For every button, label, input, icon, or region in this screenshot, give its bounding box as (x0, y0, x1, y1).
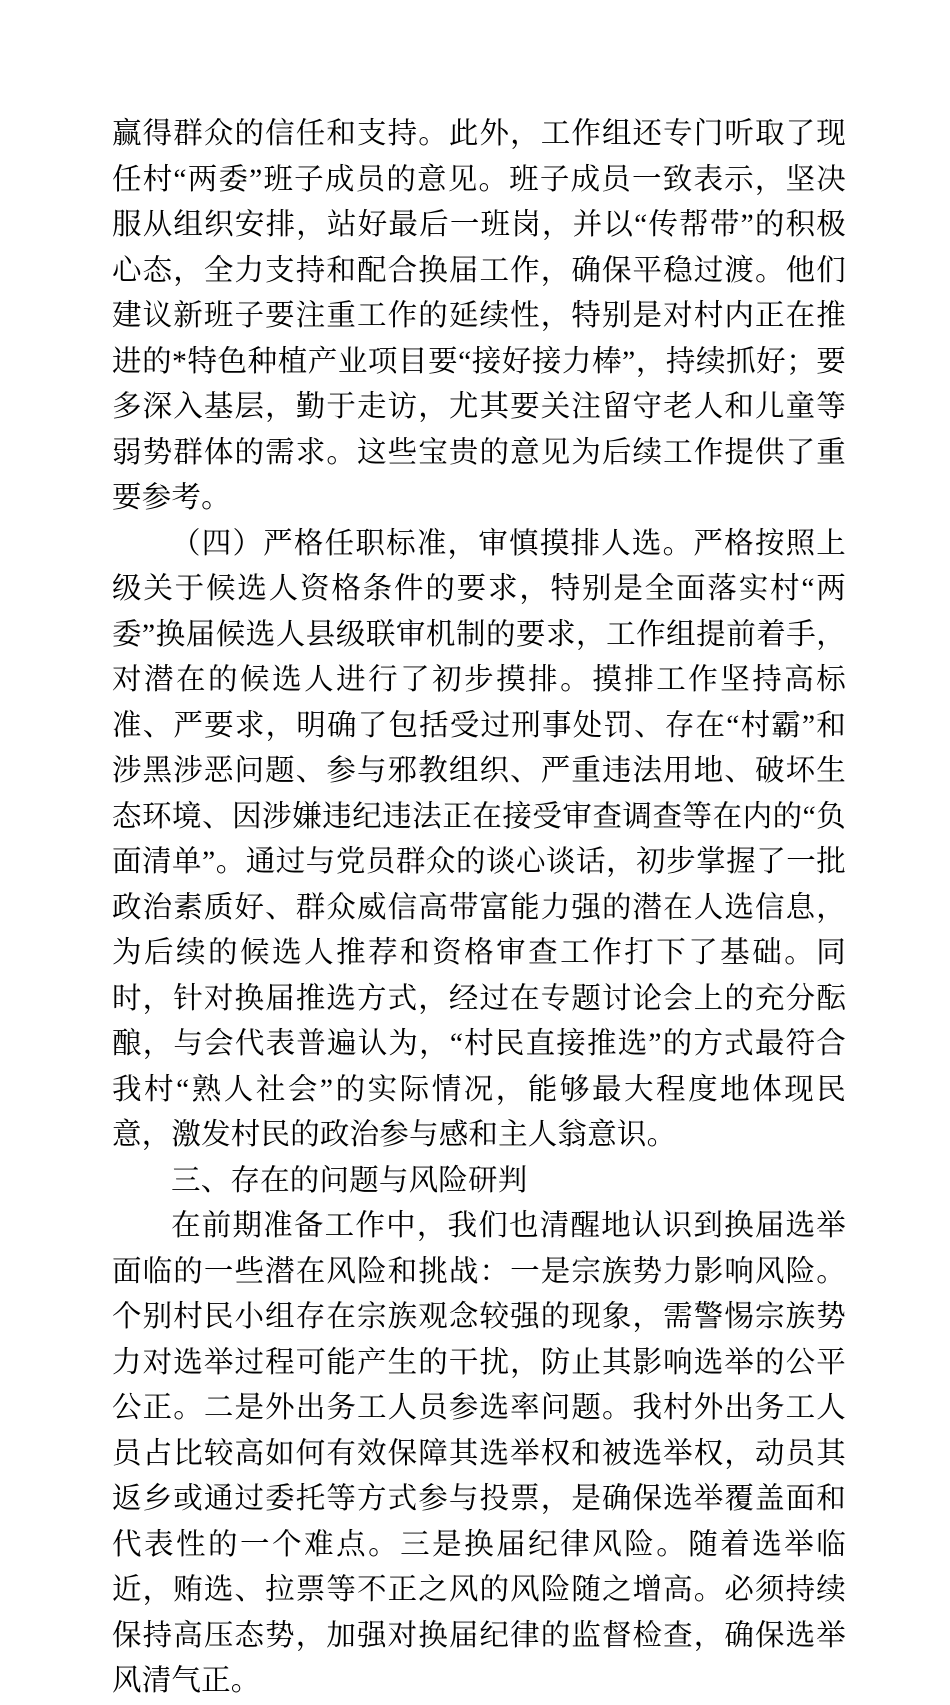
section-heading-three: 三、存在的问题与风险研判 (171, 1164, 528, 1197)
document-body (112, 112, 846, 1705)
paragraph-continuation: 赢得群众的信任和支持。此外，工作组还专门听取了现任村“两委”班子成员的意见。班子成员一致表示，坚决服从组织安排，站好最后一班岗，并以“传帮带”的积极心态，全力支持和配合换届工作，确保平稳过渡。他们建议新班子要注重工作的延续性，特别是对村内正在推进的*特色种植产业项目要“接好接力棒”，持续抓好；要多深入基层，勤于走访，尤其要关注留守老人和儿童等弱势群体的需求。这些宝贵的意见为后续工作提供了重要参考。 (112, 118, 846, 514)
paragraph-risk-analysis: 在前期准备工作中，我们也清醒地认识到换届选举面临的一些潜在风险和挑战：一是宗族势力影响风险。个别村民小组存在宗族观念较强的现象，需警惕宗族势力对选举过程可能产生的干扰，防止其影响选举的公平公正。二是外出务工人员参选率问题。我村外出务工人员占比较高如何有效保障其选举权和被选举权，动员其返乡或通过委托等方式参与投票，是确保选举覆盖面和代表性的一个难点。三是换届纪律风险。随着选举临近，贿选、拉票等不正之风的风险随之增高。必须持续保持高压态势，加强对换届纪律的监督检查，确保选举风清气正。 (112, 1210, 846, 1697)
paragraph-section-four: （四）严格任职标准，审慎摸排人选。严格按照上级关于候选人资格条件的要求，特别是全面落实村“两委”换届候选人县级联审机制的要求，工作组提前着手，对潜在的候选人进行了初步摸排。摸排工作坚持高标准、严要求，明确了包括受过刑事处罚、存在“村霸”和涉黑涉恶问题、参与邪教组织、严重违法用地、破坏生态环境、因涉嫌违纪违法正在接受审查调查等在内的“负面清单”。通过与党员群众的谈心谈话，初步掌握了一批政治素质好、群众威信高带富能力强的潜在人选信息，为后续的候选人推荐和资格审查工作打下了基础。同时，针对换届推选方式，经过在专题讨论会上的充分酝酿，与会代表普遍认为，“村民直接推选”的方式最符合我村“熟人社会”的实际情况，能够最大程度地体现民意，激发村民的政治参与感和主人翁意识。 (112, 527, 846, 1151)
